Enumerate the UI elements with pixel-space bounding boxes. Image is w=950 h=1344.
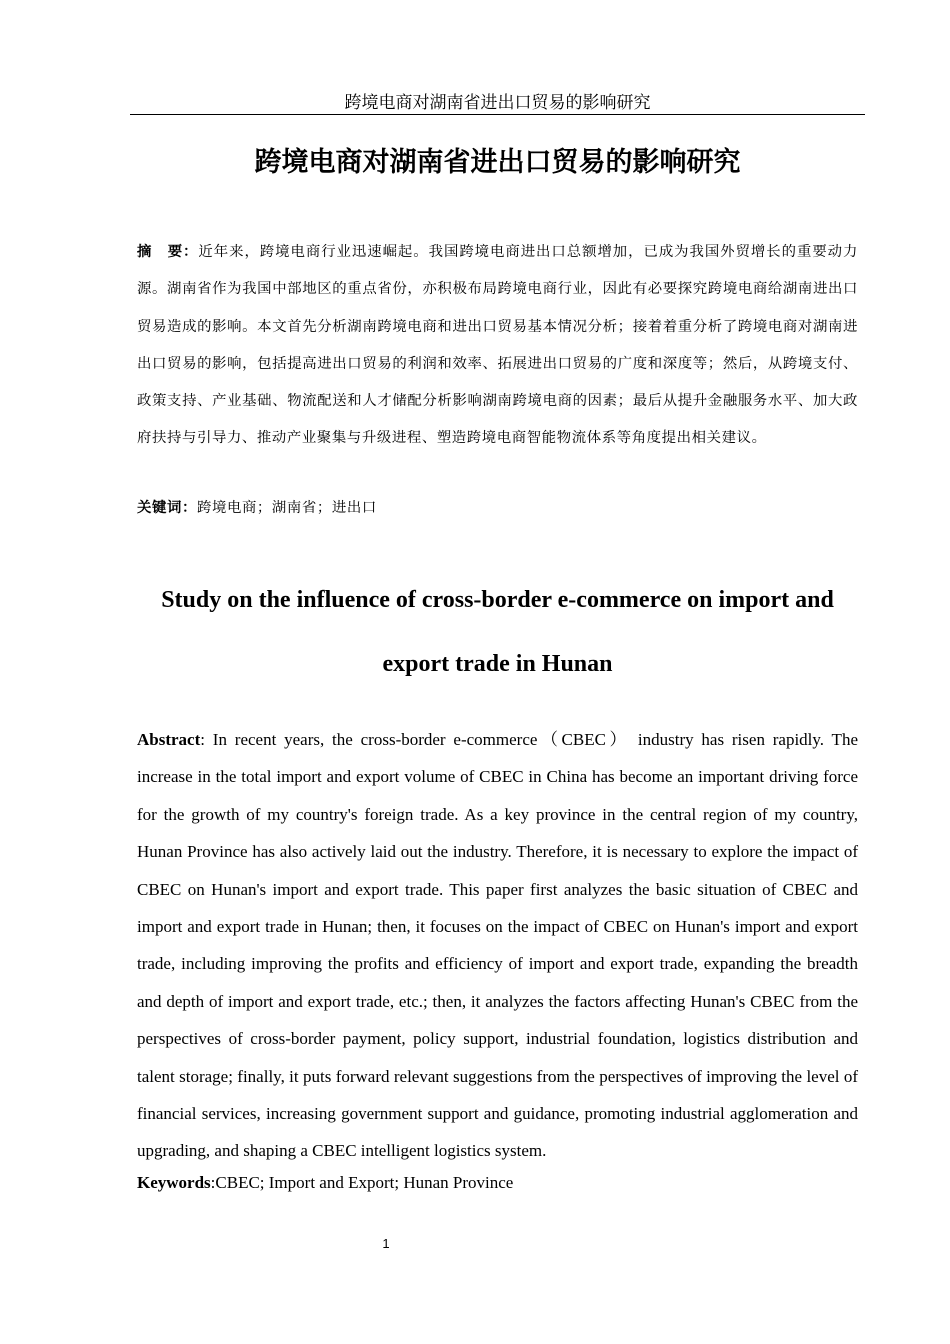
chinese-abstract-label: 摘 要： <box>137 244 199 260</box>
chinese-abstract-text: 近年来，跨境电商行业迅速崛起。我国跨境电商进出口总额增加，已成为我国外贸增长的重要动力源。湖南省作为我国中部地区的重点省份，亦积极布局跨境电商行业，因此有必要探究跨境电商给湖南进出口贸易造成的影响。本文首先分析湖南跨境电商和进出口贸易基本情况分析；接着着重分析了跨境电商对湖南进出口贸易的影响，包括提高进出口贸易的利润和效率、拓展进出口贸易的广度和深度等；然后，从跨境支付、政策支持、产业基础、物流配送和人才储配分析影响湖南跨境电商的因素；最后从提升金融服务水平、加大政府扶持与引导力、推动产业聚集与升级进程、塑造跨境电商智能物流体系等角度提出相关建议。 <box>137 244 858 447</box>
chinese-abstract <box>137 234 858 458</box>
running-header: 跨境电商对湖南省进出口贸易的影响研究 <box>344 93 651 113</box>
page-number: 1 <box>382 1236 390 1251</box>
english-keywords-text: :CBEC; Import and Export; Hunan Province <box>210 1173 514 1192</box>
english-title: Study on the influence of cross-border e-commerce on import and export trade in Hunan <box>161 587 834 677</box>
chinese-keywords-text: 跨境电商；湖南省；进出口 <box>196 500 377 516</box>
chinese-title: 跨境电商对湖南省进出口贸易的影响研究 <box>254 147 741 178</box>
chinese-keywords <box>137 495 858 521</box>
header-rule <box>130 114 865 115</box>
english-abstract-label: Abstract <box>137 730 201 749</box>
english-abstract <box>137 721 858 1170</box>
chinese-keywords-label: 关键词： <box>137 500 197 516</box>
english-keywords <box>137 1170 858 1196</box>
english-abstract-text: : In recent years, the cross-border e-commerce（CBEC） industry has risen rapidly. The increase in the total import and export volume of CBEC in China has become an important driving force for the growth of my country's foreign trade. As a key province in the central region of my country, Hunan Province has also actively laid out the industry. Therefore, it is necessary to explore the impact of CBEC on Hunan's import and export trade. This paper first analyzes the basic situation of CBEC and import and export trade in Hunan; then, it focuses on the impact of CBEC on Hunan's import and export trade, including improving the profits and efficiency of import and export trade, expanding the breadth and depth of import and export trade, etc.; then, it analyzes the factors affecting Hunan's CBEC from the perspectives of cross-border payment, policy support, industrial foundation, logistics distribution and talent storage; finally, it puts forward relevant suggestions from the perspectives of improving the level of financial services, increasing government support and guidance, promoting industrial agglomeration and upgrading, and shaping a CBEC intelligent logistics system. <box>137 730 858 1161</box>
english-keywords-label: Keywords <box>137 1173 211 1192</box>
